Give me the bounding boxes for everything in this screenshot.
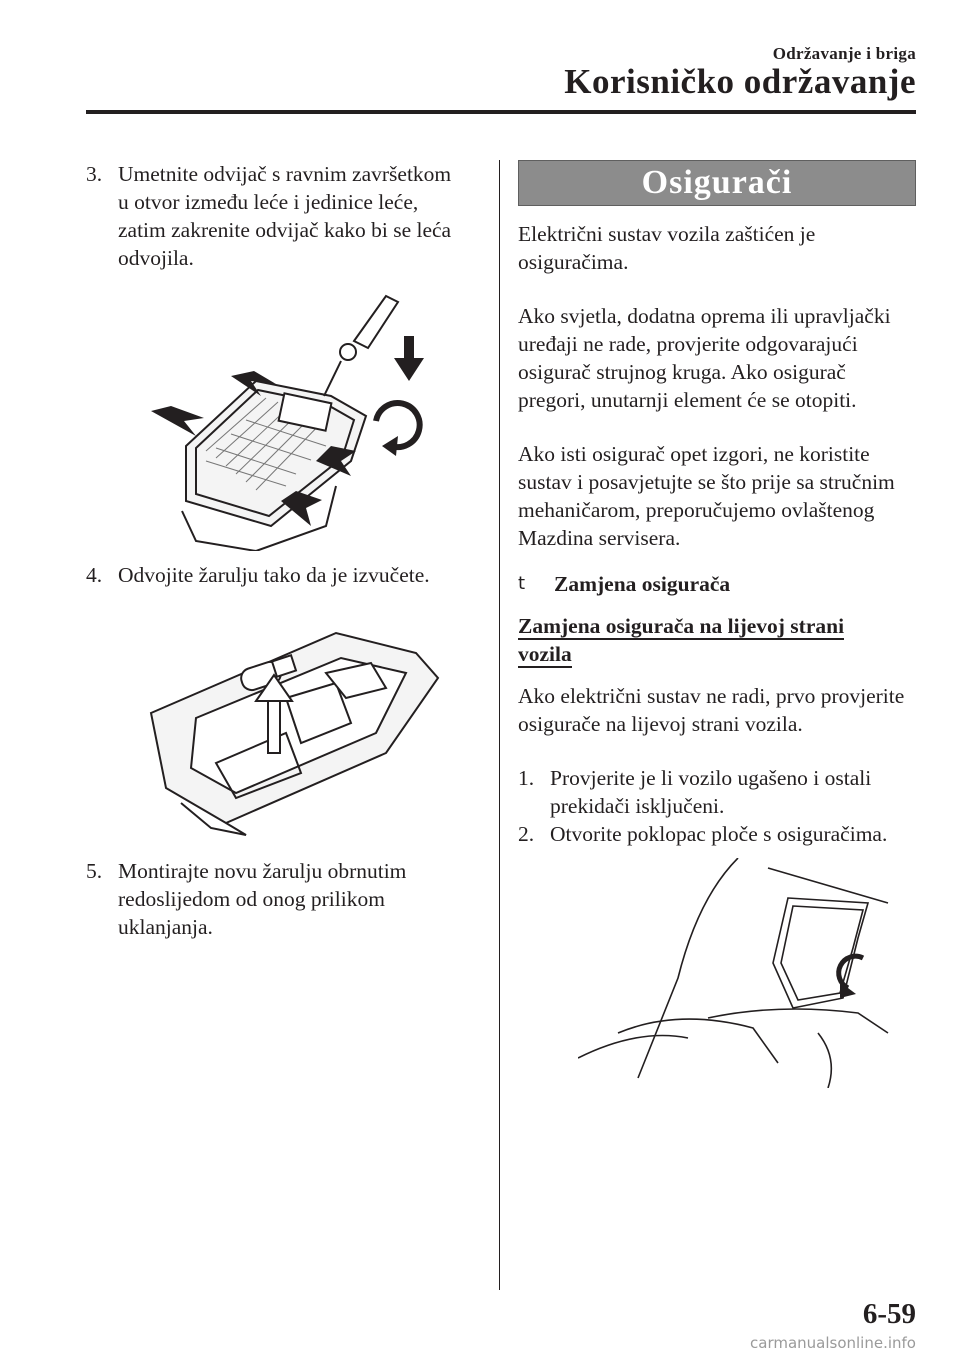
illustration-fuse-panel-cover [578, 858, 916, 1088]
column-divider [499, 160, 500, 1290]
step-1 [518, 764, 916, 820]
illustration-lens-removal [86, 286, 476, 551]
subsection-title: Zamjena osigurača [554, 572, 731, 596]
paragraph: Električni sustav vozila zaštićen je osiguračima. [518, 222, 816, 274]
watermark: carmanualsonline.info [750, 1334, 916, 1352]
header-rule [86, 110, 916, 114]
step-2 [518, 820, 916, 848]
step-number: 2. [518, 822, 535, 846]
step-text: Otvorite poklopac ploče s osiguračima. [550, 822, 888, 846]
page-number: 6-59 [862, 1298, 916, 1330]
underlined-heading-text: Zamjena osigurača na lijevoj strani vozila [518, 614, 845, 666]
step-text: Odvojite žarulju tako da je izvučete. [118, 563, 430, 587]
step-number: 3. [86, 162, 103, 186]
header-title: Korisničko održavanje [564, 62, 916, 101]
step-number: 5. [86, 859, 103, 883]
step-text: Umetnite odvijač s ravnim završetkom u otvor između leće i jedinice leće, zatim zakrenite odvijač kako bi se leća odvojila. [118, 162, 452, 270]
underlined-heading [518, 612, 878, 668]
subsection-heading [518, 570, 916, 598]
step-4 [86, 561, 476, 589]
step-number: 1. [518, 766, 535, 790]
paragraph: Ako isti osigurač opet izgori, ne koristite sustav i posavjetujte se što prije sa stručnim mehaničarom, preporučujemo ovlaštenog Mazdina servisera. [518, 442, 895, 550]
illustration-bulb-removal [86, 603, 476, 843]
left-column [86, 160, 476, 941]
header-section-label: Održavanje i briga [772, 44, 916, 63]
step-number: 4. [86, 563, 103, 587]
step-text: Provjerite je li vozilo ugašeno i ostali prekidači isključeni. [550, 766, 872, 818]
section-banner: Osigurači [518, 160, 916, 206]
step-3 [86, 160, 476, 272]
step-text: Montirajte novu žarulju obrnutim redoslijedom od onog prilikom uklanjanja. [118, 859, 407, 939]
paragraph: Ako električni sustav ne radi, prvo provjerite osigurače na lijevoj strani vozila. [518, 684, 905, 736]
right-column [518, 160, 916, 1088]
subsection-marker: t [518, 573, 526, 594]
paragraph: Ako svjetla, dodatna oprema ili upravljački uređaji ne rade, provjerite odgovarajući osigurač strujnog kruga. Ako osigurač pregori, unutarnji element će se otopiti. [518, 304, 891, 412]
step-5 [86, 857, 476, 941]
